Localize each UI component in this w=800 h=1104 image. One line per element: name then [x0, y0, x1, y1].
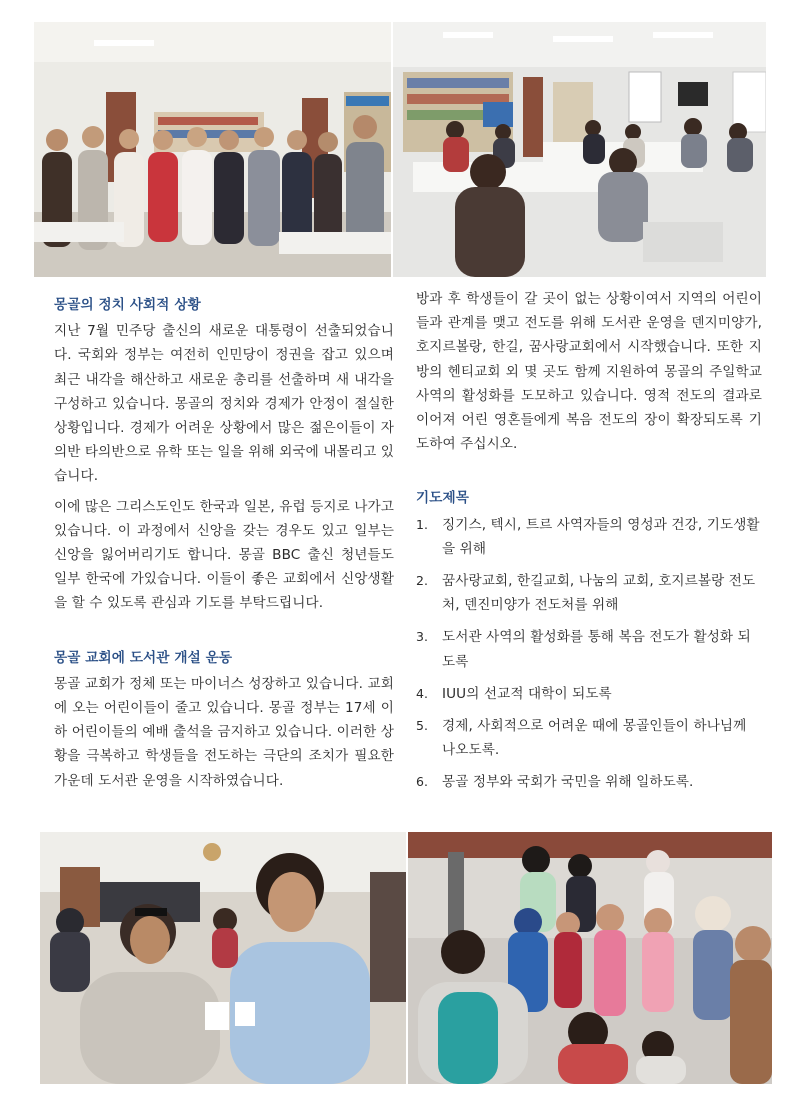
section-title-politics: 몽골의 정치 사회적 상황	[54, 297, 201, 313]
library-paragraph-continued: 방과 후 학생들이 갈 곳이 없는 상황이여서 지역의 어린이들과 관계를 맺고 전도를 위해 도서관 운영을 덴지미양가, 호지르볼랑, 한길, 꿈사랑교회에서 시작했습니다. 또한 지방의 헨티교회 외 몇 곳도 함께 지원하여 몽골의 주일학교 사역의 활성화를 도모하고 있습니다. 영적 전도의 결과로 이어져 어린 영혼들에게 복음 전도의 장이 확장되도록 기도하여 주십시오.	[416, 291, 762, 453]
right-column	[416, 287, 762, 803]
prayer-item: 3. 도서관 사역의 활성화를 통해 복음 전도가 활성화 되도록	[416, 629, 751, 670]
children-photo-icon	[40, 832, 406, 1084]
politics-paragraph-2: 이에 많은 그리스도인도 한국과 일본, 유럽 등지로 나가고 있습니다. 이 과정에서 신앙을 갖는 경우도 있고 일부는 신앙을 잃어버리기도 합니다. 몽골 BBC 출신 청년들도 일부 한국에 가있습니다. 이들이 좋은 교회에서 신앙생활을 할 수 있도록 관심과 기도를 부탁드립니다.	[54, 498, 394, 612]
group-photo	[34, 22, 391, 277]
prayer-item: 1. 징기스, 텍시, 트르 사역자들의 영성과 건강, 기도생활을 위해	[416, 516, 760, 557]
left-column	[54, 293, 394, 793]
sunday-school-photo-icon	[408, 832, 772, 1084]
politics-paragraph-1: 지난 7월 민주당 출신의 새로운 대통령이 선출되었습니다. 국회와 정부는 여전히 인민당이 정권을 잡고 있으며 최근 내각을 해산하고 새로운 총리를 선출하며 새 내각을 구성하고 있습니다. 몽골의 정치와 경제가 안정이 절실한 상황입니다. 경제가 어려운 상황에서 많은 젊은이들이 자의반 타의반으로 유학 또는 일을 위해 외국에 내몰리고 있습니다.	[54, 323, 394, 485]
prayer-item: 6. 몽골 정부와 국회가 국민을 위해 일하도록.	[416, 774, 694, 791]
sunday-school-photo	[408, 832, 772, 1084]
prayer-item: 4. IUU의 선교적 대학이 되도록	[416, 685, 612, 702]
classroom-photo	[393, 22, 766, 277]
children-photo	[40, 832, 406, 1084]
classroom-photo-icon	[393, 22, 766, 277]
group-photo-icon	[34, 22, 391, 277]
section-title-prayer: 기도제목	[416, 490, 469, 507]
section-title-library: 몽골 교회에 도서관 개설 운동	[54, 649, 233, 666]
prayer-item: 2. 꿈사랑교회, 한길교회, 나눔의 교회, 호지르볼랑 전도처, 덴진미양가 전도처를 위해	[416, 573, 756, 614]
prayer-list	[416, 513, 762, 795]
library-paragraph-1: 몽골 교회가 정체 또는 마이너스 성장하고 있습니다. 교회에 오는 어린이들이 줄고 있습니다. 몽골 정부는 17세 이하 어린이들의 예배 출석을 금지하고 있습니다. 이러한 상황을 극복하고 학생들을 전도하는 극단의 조치가 필요한 가운데 도서관 운영을 시작하였습니다.	[54, 675, 394, 789]
prayer-item: 5. 경제, 사회적으로 어려운 때에 몽골인들이 하나님께 나오도록.	[416, 718, 747, 759]
